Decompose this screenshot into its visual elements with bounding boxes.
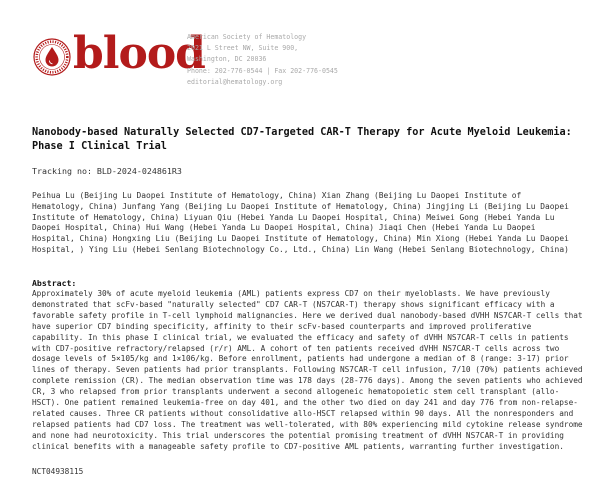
clinical-trial-id: NCT04938115 <box>32 467 84 476</box>
blood-logo <box>33 28 205 80</box>
publisher-address <box>187 32 338 88</box>
address-line: 2021 L Street NW, Suite 900, <box>187 44 299 53</box>
ash-seal-icon <box>33 38 71 76</box>
abstract-body: Approximately 30% of acute myeloid leukemia (AML) patients express CD7 on their myeloblasts. We have previously demonstrated that scFv-based "naturally selected" CD7 CAR-T (NS7CAR-T) therapy shows significant efficacy with a favorable safety profile in T-cell lymphoid malignancies. Here we derived dual nanobody-based dVHH NS7CAR-T cells that have superior CD7 binding specificity, affinity to their scFv-based counterparts and improved proliferative capability. In this phase I clinical trial, we evaluated the efficacy and safety of dVHH NS7CAR-T cells in patients with CD7-positive refractory/relapsed (r/r) AML. A cohort of ten patients received dVHH NS7CAR-T cells across two dosage levels of 5×105/kg and 1×106/kg. Before enrollment, patients had undergone a median of 8 (range: 3-17) prior lines of therapy. Seven patients had prior transplants. Following NS7CAR-T cell infusion, 7/10 (70%) patients achieved complete remission (CR). The median observation time was 178 days (28-776 days). Among the seven patients who achieved CR, 3 who relapsed from prior transplants underwent a second allogeneic hematopoietic stem cell transplant (allo-HSCT). One patient remained leukemia-free on day 401, and the other two died on day 241 and day 776 from non-relapse-related causes. Three CR patients without consolidative allo-HSCT relapsed within 90 days. All the nonresponders and relapsed patients had CD7 loss. The treatment was well-tolerated, with 80% experiencing mild cytokine release syndrome and none had neurotoxicity. This trial underscores the potential promising treatment of dVHH NS7CAR-T in providing clinical benefits with a manageable safety profile to CD7-positive AML patients, warranting further investigation. <box>32 289 583 451</box>
blood-wordmark: blood <box>73 28 205 79</box>
article-title: Nanobody-based Naturally Selected CD7-Targeted CAR-T Therapy for Acute Myeloid Leukemia: Phase I Clinical Trial <box>32 127 572 152</box>
abstract-heading: Abstract: <box>32 278 77 288</box>
address-email: editorial@hematology.org <box>187 77 283 86</box>
author-list: Peihua Lu (Beijing Lu Daopei Institute of Hematology, China) Xian Zhang (Beijing Lu Daopei Institute of Hematology, China) Junfang Yang (Beijing Lu Daopei Institute of Hematology, China) Jingjing Li (Beijing Lu Daopei Institute of Hematology, China) Liyuan Qiu (Hebei Yanda Lu Daopei Hospital, China) Meiwei Gong (Hebei Yanda Lu Daopei Hospital, China) Hui Wang (Hebei Yanda Lu Daopei Hospital, China) Jiaqi Chen (Hebei Yanda Lu Daopei Hospital, China) Hongxing Liu (Beijing Lu Daopei Institute of Hematology, China) Min Xiong (Hebei Yanda Lu Daopei Hospital, ) Ying Liu (Hebei Senlang Biotechnology Co., Ltd., China) Lin Wang (Hebei Senlang Biotechnology, China) <box>32 191 569 254</box>
tracking-number: Tracking no: BLD-2024-024861R3 <box>32 166 182 176</box>
address-line: Phone: 202-776-0544 | Fax 202-776-0545 <box>187 66 338 75</box>
address-line: Washington, DC 20036 <box>187 55 267 64</box>
address-line: American Society of Hematology <box>187 33 307 41</box>
